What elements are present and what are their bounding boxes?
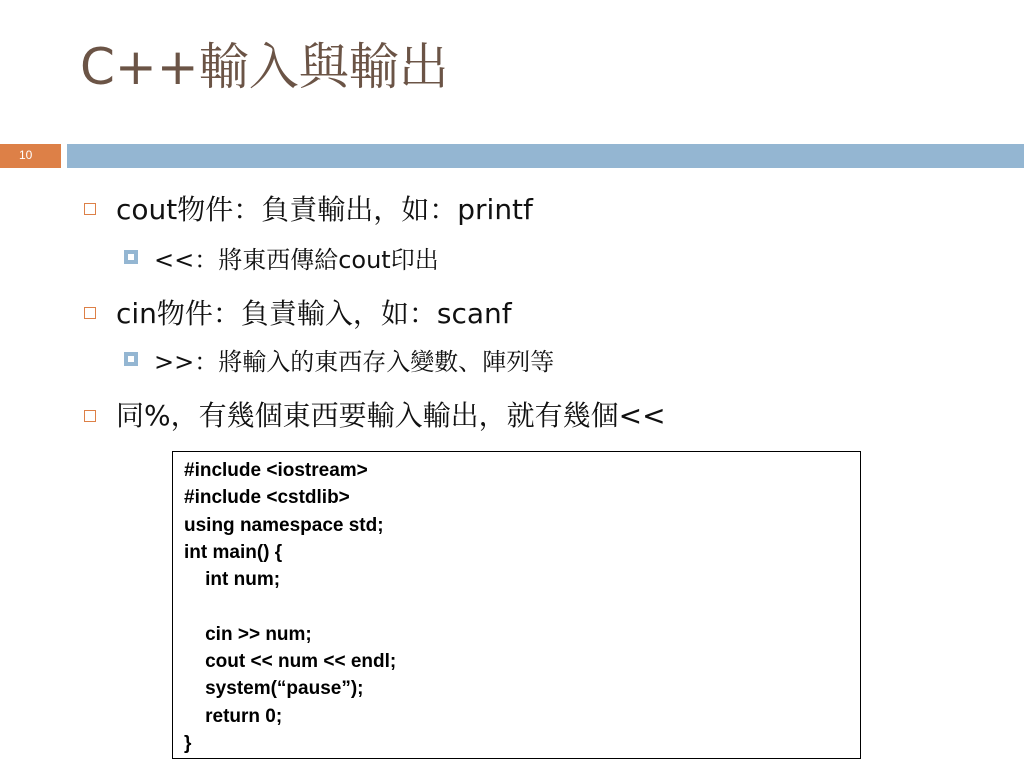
- bullet-item-cout: cout物件：負責輸出，如：printf: [116, 193, 533, 226]
- code-block: [172, 451, 861, 759]
- slide-number: 10: [19, 148, 33, 162]
- code-line: using namespace std;: [184, 514, 384, 536]
- code-line: cout << num << endl;: [184, 651, 397, 673]
- filled-square-bullet-icon: [124, 352, 138, 366]
- code-line: int main() {: [184, 541, 283, 563]
- sub-bullet-item-extraction: >>：將輸入的東西存入變數、陣列等: [154, 348, 555, 376]
- filled-square-bullet-icon: [124, 250, 138, 264]
- code-line: int num;: [184, 569, 281, 591]
- title-divider-bar: [67, 144, 1024, 168]
- sub-bullet-item-insertion: <<：將東西傳給cout印出: [154, 246, 439, 274]
- code-line: #include <cstdlib>: [184, 487, 350, 509]
- code-line: [184, 593, 860, 620]
- code-line: return 0;: [184, 705, 283, 727]
- bullet-item-cin: cin物件：負責輸入，如：scanf: [116, 297, 512, 330]
- code-line: system(“pause”);: [184, 678, 364, 700]
- hollow-square-bullet-icon: [84, 307, 96, 319]
- hollow-square-bullet-icon: [84, 410, 96, 422]
- code-line: }: [184, 732, 192, 754]
- code-line: cin >> num;: [184, 623, 312, 645]
- slide-title: C++輸入與輸出: [80, 38, 449, 96]
- code-line: #include <iostream>: [184, 460, 368, 481]
- hollow-square-bullet-icon: [84, 203, 96, 215]
- bullet-item-count: 同%，有幾個東西要輸入輸出，就有幾個<<: [116, 399, 666, 432]
